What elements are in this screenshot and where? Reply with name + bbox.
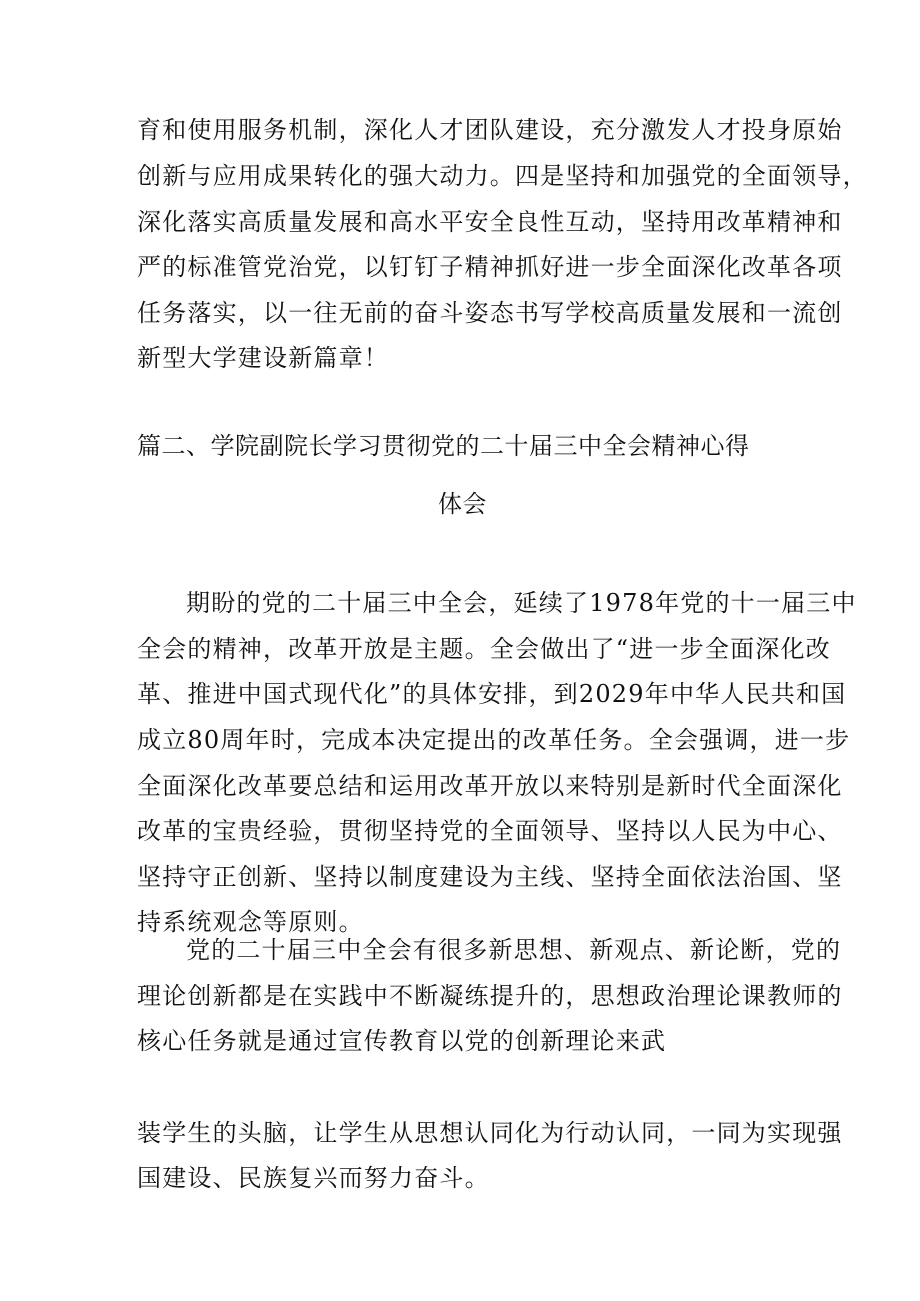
section-title: 篇二、学院副院长学习贯彻党的二十届三中全会精神心得 (137, 432, 750, 460)
text-line: 坚持守正创新、坚持以制度建设为主线、坚持全面依法治国、坚 (137, 863, 843, 891)
text-line: 全面深化改革要总结和运用改革开放以来特别是新时代全面深化 (137, 772, 843, 800)
text-line: 新型大学建设新篇章！ (137, 344, 389, 372)
text-line: 严的标准管党治党，以钉钉子精神抓好进一步全面深化改革各项 (137, 253, 843, 281)
text-line: 育和使用服务机制，深化人才团队建设，充分激发人才投身原始 (137, 116, 843, 144)
text-line: 期盼的党的二十届三中全会，延续了1978年党的十一届三中 (186, 589, 857, 617)
text-line: 持系统观念等原则。 (137, 908, 364, 936)
text-line: 成立80周年时，完成本决定提出的改革任务。全会强调，进一步 (137, 726, 851, 754)
text-line: 国建设、民族复兴而努力奋斗。 (137, 1164, 490, 1192)
text-line: 核心任务就是通过宣传教育以党的创新理论来武 (137, 1027, 667, 1055)
text-line: 深化落实高质量发展和高水平安全良性互动，坚持用改革精神和 (137, 208, 843, 236)
section-title-continued: 体会 (438, 490, 487, 518)
text-line: 任务落实，以一往无前的奋斗姿态书写学校高质量发展和一流创 (137, 299, 843, 327)
text-line: 全会的精神，改革开放是主题。全会做出了“进一步全面深化改 (137, 635, 831, 663)
text-line: 理论创新都是在实践中不断凝练提升的，思想政治理论课教师的 (137, 982, 843, 1010)
text-line: 创新与应用成果转化的强大动力。四是坚持和加强党的全面领导， (137, 162, 868, 190)
text-line: 改革的宝贵经验，贯彻坚持党的全面领导、坚持以人民为中心、 (137, 817, 843, 845)
text-line: 革、推进中国式现代化”的具体安排，到2029年中华人民共和国 (137, 680, 847, 708)
text-line: 党的二十届三中全会有很多新思想、新观点、新论断，党的 (186, 936, 842, 964)
text-line: 装学生的头脑，让学生从思想认同化为行动认同，一同为实现强 (137, 1119, 843, 1147)
